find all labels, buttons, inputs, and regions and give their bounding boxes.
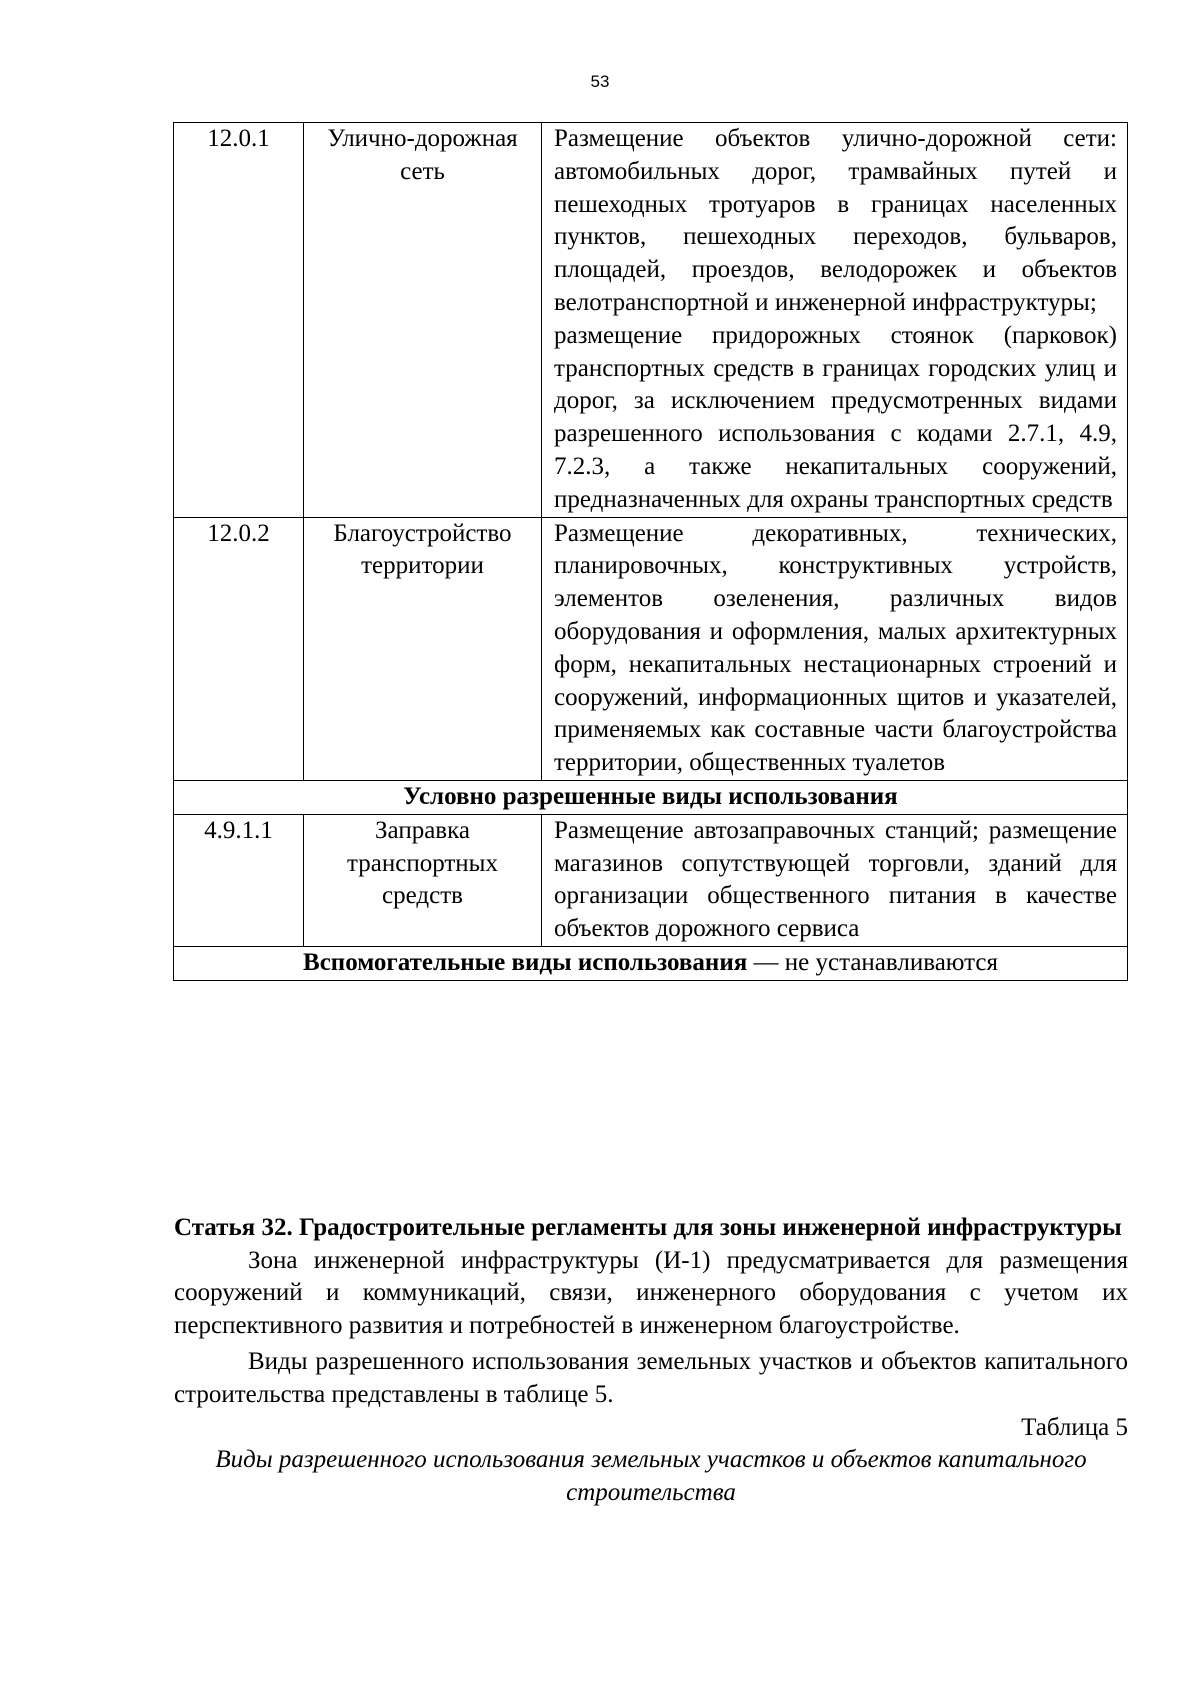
table-row [174, 517, 1128, 780]
section-header-row [174, 780, 1128, 814]
description-part: Размещение объектов улично-дорожной сети: автомобильных дорог, трамвайных путей и пешеходных тротуаров в границах населенных пунктов, пешеходных переходов, бульваров, площадей, проездов, велодорожек и объектов велотранспортной и инженерной инфраструктуры; [554, 125, 1117, 316]
section-header-row [174, 946, 1128, 980]
regulations-table [173, 122, 1128, 981]
article-paragraph: Зона инженерной инфраструктуры (И-1) предусматривается для размещения сооружений и коммуникаций, связи, инженерного оборудования с учетом их перспективного развития и потребностей в инженерном благоустройстве. [174, 1246, 1128, 1339]
row-description [542, 814, 1128, 946]
row-name: Заправка транспортных средств [304, 814, 542, 946]
row-code: 12.0.2 [174, 517, 304, 780]
conditional-uses-header: Условно разрешенные виды использования [174, 780, 1128, 814]
row-description [542, 517, 1128, 780]
auxiliary-header-bold: Вспомогательные виды использования [303, 948, 748, 976]
description-text: Размещение декоративных, технических, планировочных, конструктивных устройств, элементов озеленения, различных видов оборудования и оформления, малых архитектурных форм, некапитальных нестационарных строений и сооружений, информационных щитов и указателей, применяемых как составные части благоустройства территории, общественных туалетов [554, 519, 1117, 777]
auxiliary-uses-header [174, 946, 1128, 980]
row-code: 4.9.1.1 [174, 814, 304, 946]
article-paragraph: Виды разрешенного использования земельных участков и объектов капитального строительства представлены в таблице 5. [174, 1348, 1128, 1408]
description-text: Размещение автозаправочных станций; размещение магазинов сопутствующей торговли, зданий для организации общественного питания в качестве объектов дорожного сервиса [554, 816, 1117, 943]
row-description [542, 123, 1128, 518]
page-number: 53 [590, 72, 610, 91]
table-row [174, 814, 1128, 946]
row-code: 12.0.1 [174, 123, 304, 518]
row-name: Благоустройство территории [304, 517, 542, 780]
table-row [174, 123, 1128, 518]
table-caption-label: Таблица 5 [1021, 1413, 1128, 1441]
table-caption-title: Виды разрешенного использования земельных участков и объектов капитального строительства [215, 1446, 1087, 1506]
article-section [174, 1212, 1128, 1509]
article-title: Статья 32. Градостроительные регламенты для зоны инженерной инфраструктуры [174, 1214, 1122, 1241]
auxiliary-header-rest: — не устанавливаются [747, 948, 998, 976]
row-name: Улично-дорожная сеть [304, 123, 542, 518]
description-part: размещение придорожных стоянок (парковок) транспортных средств в границах городских улиц и дорог, за исключением предусмотренных видами разрешенного использования с кодами 2.7.1, 4.9, 7.2.3, а также некапитальных сооружений, предназначенных для охраны транспортных средств [554, 321, 1117, 513]
